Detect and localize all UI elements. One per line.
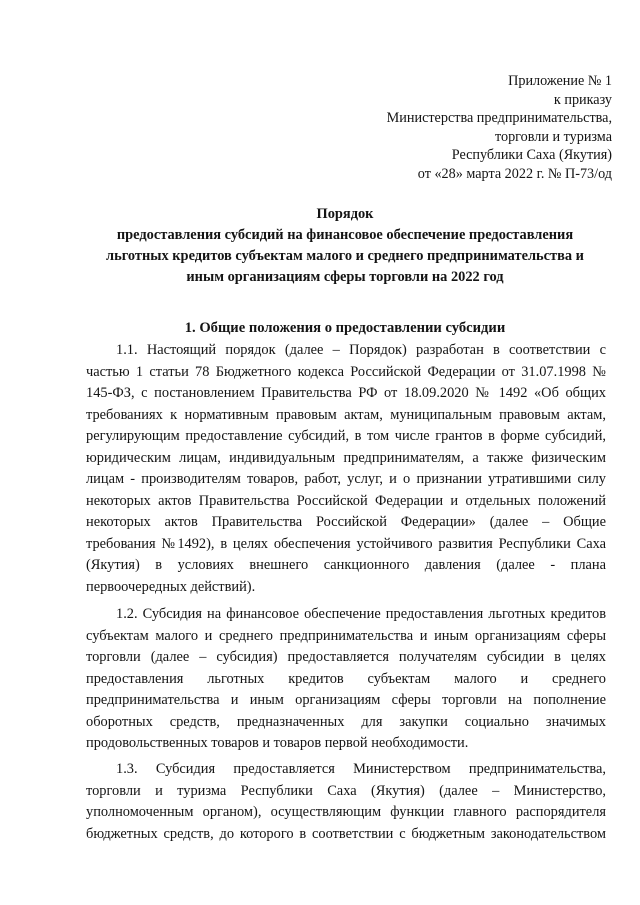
paragraph-line: уполномоченным органом), осуществляющим функции главного распорядителя	[86, 804, 606, 820]
title-line: Порядок	[316, 206, 374, 222]
paragraph-line: юридическим лицам, индивидуальным предпринимателям, а также физическим	[86, 449, 606, 466]
paragraph-line: некоторых актов Правительства Российской Федерации и отдельных положений	[86, 492, 606, 509]
paragraph-line: некоторых актов Правительства Российской Федерации» (далее – Общие	[86, 514, 606, 530]
appendix-header	[387, 72, 612, 183]
appendix-line: Республики Саха (Якутия)	[451, 147, 612, 163]
paragraph-1-1	[86, 340, 606, 598]
appendix-line: от «28» марта 2022 г. № П-73/од	[417, 165, 612, 182]
appendix-line: Министерства предпринимательства,	[386, 110, 612, 126]
document-title	[80, 204, 610, 288]
paragraph-1-2	[86, 604, 606, 755]
paragraph-line: предоставления льготных кредитов субъектам малого и среднего	[86, 670, 606, 687]
title-line: предоставления субсидий на финансовое обеспечение предоставления	[116, 227, 574, 243]
paragraph-line: продовольственных товаров и товаров первой необходимости.	[86, 735, 469, 751]
paragraph-line: 1.1. Настоящий порядок (далее – Порядок) разработан в соответствии с	[116, 342, 606, 358]
title-line: льготных кредитов субъектам малого и среднего предпринимательства и	[106, 248, 584, 264]
paragraph-line: бюджетных средств, до которого в соответствии с бюджетным законодательством	[86, 825, 606, 842]
paragraph-line: частью 1 статьи 78 Бюджетного кодекса Российской Федерации от 31.07.1998 №	[86, 363, 606, 380]
paragraph-1-3	[86, 759, 606, 845]
paragraph-line: торговли (далее – субсидия) предоставляется получателям субсидии в целях	[86, 649, 606, 665]
paragraph-line: 145-ФЗ, с постановлением Правительства РФ от 18.09.2020 № 1492 «Об общих	[86, 385, 606, 401]
paragraph-line: первоочередных действий).	[86, 578, 256, 595]
paragraph-line: требованиях к нормативным правовым актам, муниципальным правовым актам,	[86, 406, 606, 423]
paragraph-line: предпринимательства и иным организациям сферы торговли на пополнение	[86, 692, 606, 708]
paragraph-line: (Якутия) в условиях внешнего санкционного давления (далее - плана	[86, 557, 606, 573]
section-heading: 1. Общие положения о предоставлении субсидии	[184, 320, 506, 336]
paragraph-line: торговли и туризма Республики Саха (Якутия) (далее – Министерство,	[86, 782, 606, 799]
appendix-line: к приказу	[553, 91, 612, 108]
paragraph-line: субъектам малого и среднего предпринимательства и иным организациям сферы	[86, 627, 606, 644]
appendix-line: торговли и туризма	[494, 128, 612, 145]
paragraph-line: лицам - производителям товаров, работ, услуг, и о признании утратившими силу	[86, 471, 606, 487]
appendix-line: Приложение № 1	[508, 73, 612, 89]
paragraph-line: регулирующим предоставление субсидий, в том числе грантов в форме субсидий,	[86, 428, 606, 444]
title-line: иным организациям сферы торговли на 2022 год	[186, 269, 504, 285]
paragraph-line: 1.3. Субсидия предоставляется Министерством предпринимательства,	[116, 761, 606, 777]
paragraph-line: 1.2. Субсидия на финансовое обеспечение предоставления льготных кредитов	[116, 606, 606, 622]
paragraph-line: требования №1492), в целях обеспечения устойчивого развития Республики Саха	[86, 535, 606, 552]
paragraph-line: оборотных средств, предназначенных для закупки социально значимых	[86, 713, 606, 730]
